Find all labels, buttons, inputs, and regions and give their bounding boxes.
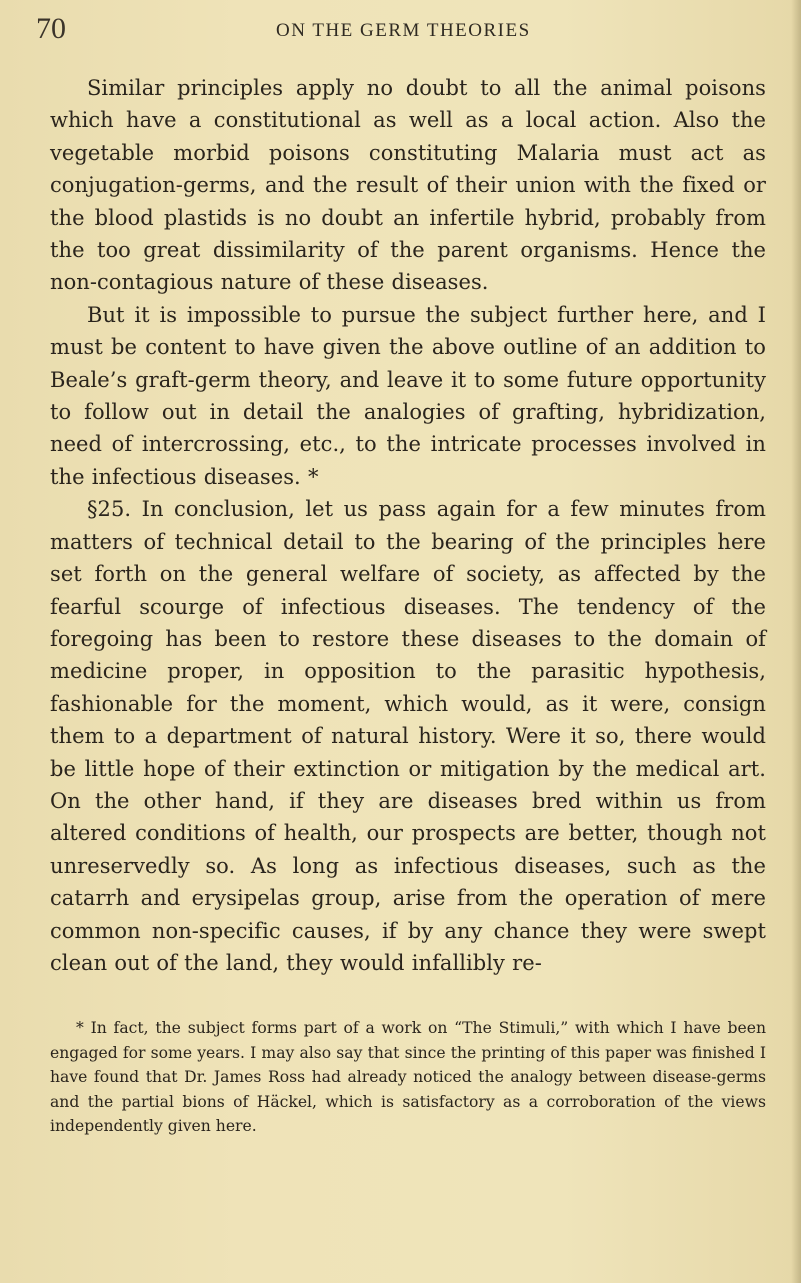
paragraph: But it is impossible to pursue the subject further here, and I must be content to have given the above outline of an addition to Beale’s graft-germ theory, and leave it to some future opportunity to follow out in detail the analogies of grafting, hybridization, need of intercrossing, etc., to the intricate processes involved in the infectious diseases. * xyxy=(50,302,766,489)
page-number: 70 xyxy=(36,12,66,45)
footnote xyxy=(50,1016,766,1139)
paragraph: §25. In conclusion, let us pass again for a few minutes from matters of technical detail to the bearing of the principles here set forth on the general welfare of society, as affected by the fearful scourge of infectious diseases. The tendency of the foregoing has been to restore these diseases to the domain of medicine proper, in opposition to the parasitic hypothesis, fashionable for the moment, which would, as it were, consign them to a department of natural history. Were it so, there would be little hope of their extinction or mitigation by the medical art. On the other hand, if they are diseases bred within us from altered conditions of health, our prospects are better, though not unreservedly so. As long as infectious diseases, such as the catarrh and erysipelas group, arise from the operation of mere common non-specific causes, if by any chance they were swept clean out of the land, they would infallibly re- xyxy=(50,497,766,975)
running-head: ON THE GERM THEORIES xyxy=(276,20,531,41)
page-edge-shadow xyxy=(791,0,801,1283)
page-header xyxy=(36,12,766,46)
paragraph: Similar principles apply no doubt to all the animal poisons which have a constitutional as well as a local action. Also the vegetable morbid poisons constituting Malaria must act as conjugation-germs, and the result of their union with the fixed or the blood plastids is no doubt an infertile hybrid, probably from the too great dissimilarity of the parent organisms. Hence the non-contagious nature of these diseases. xyxy=(50,76,766,295)
footnote-text: * In fact, the subject forms part of a work on “The Stimuli,” with which I have been engaged for some years. I may also say that since the printing of this paper was finished I have found that Dr. James Ross had already noticed the analogy between disease-germs and the partial bions of Häckel, which is satisfactory as a corroboration of the views independently given here. xyxy=(50,1019,766,1136)
body-text xyxy=(50,72,766,979)
